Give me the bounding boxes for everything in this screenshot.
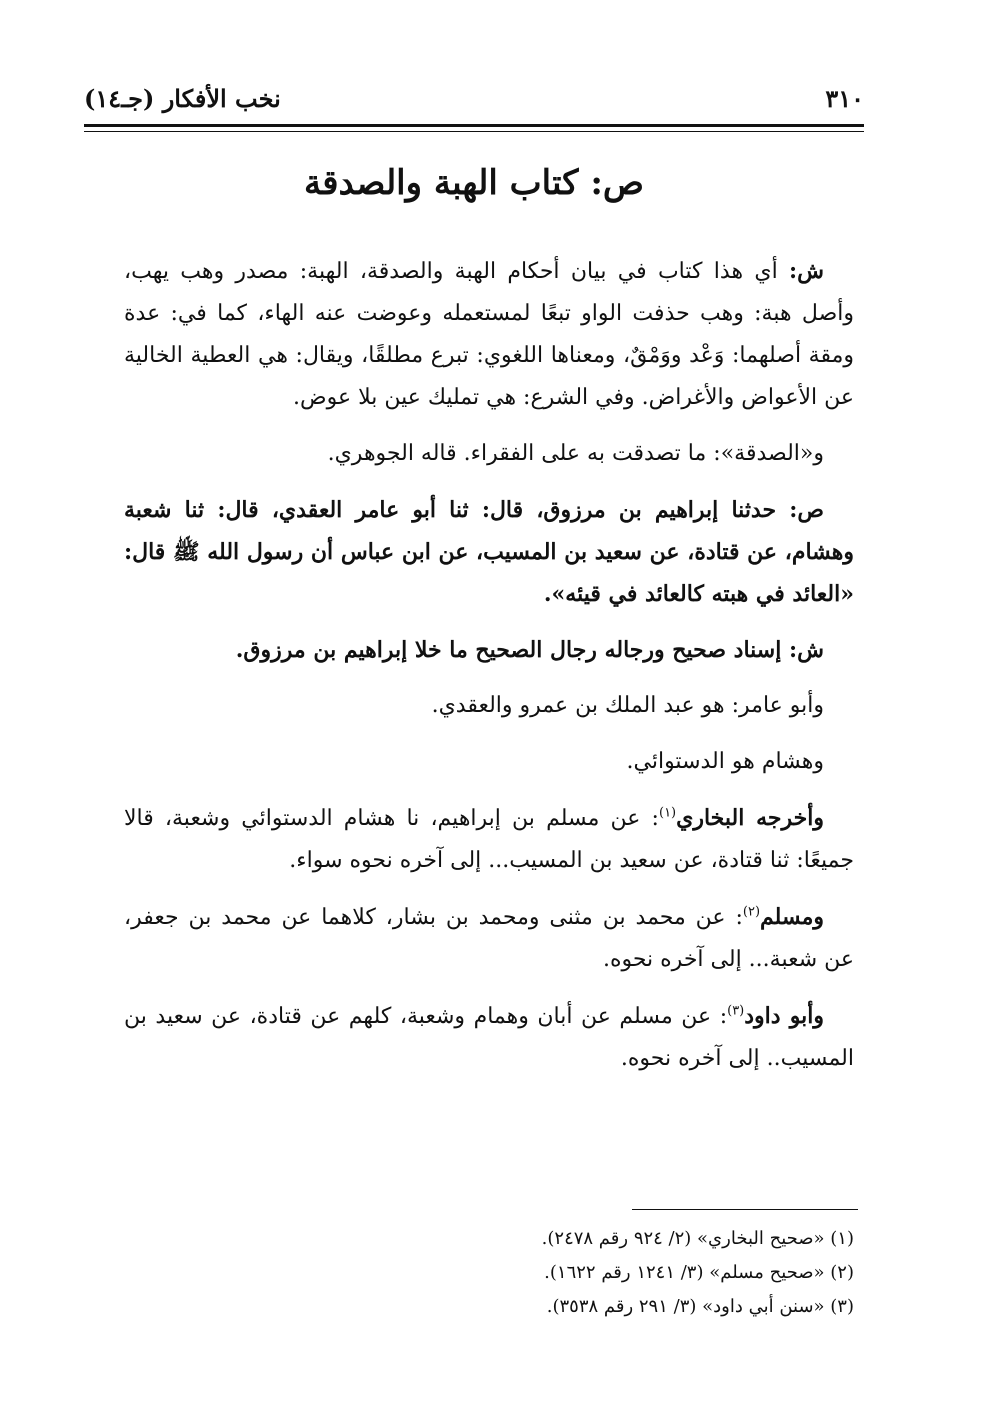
paragraph-abu-amir: وأبو عامر: هو عبد الملك بن عمرو والعقدي. <box>431 693 824 718</box>
paragraph-text: أي هذا كتاب في بيان أحكام الهبة والصدقة، الهبة: مصدر وهب يهب، وأصل هبة: وهب حذفت الواو تبعًا لمستعمله وعوضت عنه الهاء، كما في: عدة ومقة أصلهما: وَعْد ووَمْقٌ، ومعناها اللغوي: تبرع مطلقًا، ويقال: هي العطية الخالية عن الأعواض والأغراض. وفي الشرع: هي تمليك عين بلا عوض. <box>124 259 854 410</box>
hadith-text: حدثنا إبراهيم بن مرزوق، قال: ثنا أبو عامر العقدي، قال: ثنا شعبة وهشام، عن قتادة، عن سعيد بن المسيب، عن ابن عباس أن رسول الله ﷺ قال: «العائد في هبته كالعائد في قيئه». <box>124 497 854 607</box>
paragraph-muslim <box>124 896 854 981</box>
paragraph-sadaqa-definition: و«الصدقة»: ما تصدقت به على الفقراء. قاله الجوهري. <box>327 441 824 466</box>
paragraph-text: : عن مسلم بن إبراهيم، نا هشام الدستوائي وشعبة، قالا جميعًا: ثنا قتادة، عن سعيد بن المسيب... إلى آخره نحوه سواء. <box>124 806 854 873</box>
footnote-1: (١) «صحيح البخاري» (٢/ ٩٢٤ رقم ٢٤٧٨). <box>541 1228 854 1249</box>
header-rule-thin <box>84 131 864 132</box>
text-marker: ص: <box>789 497 824 523</box>
paragraph-commentary-2 <box>124 629 854 671</box>
chapter-title: ص: كتاب الهبة والصدقة <box>304 163 644 203</box>
paragraph-commentary-1 <box>124 250 854 419</box>
footnote-ref-1[interactable]: (١) <box>658 805 677 821</box>
page-number: ٣١٠ <box>825 83 864 113</box>
footnote-separator <box>632 1209 858 1210</box>
paragraph-hadith <box>124 489 854 615</box>
running-header <box>84 78 864 118</box>
footnote-ref-2[interactable]: (٢) <box>742 904 761 920</box>
paragraph-text: إسناد صحيح ورجاله رجال الصحيح ما خلا إبراهيم بن مرزوق. <box>235 637 790 663</box>
footnote-ref-3[interactable]: (٣) <box>727 1003 745 1019</box>
footnote-3: (٣) «سنن أبي داود» (٣/ ٢٩١ رقم ٣٥٣٨). <box>546 1296 854 1317</box>
footnote-2: (٢) «صحيح مسلم» (٣/ ١٢٤١ رقم ١٦٢٢). <box>544 1262 854 1283</box>
source-label: وأبو داود <box>744 1003 825 1029</box>
source-label: وأخرجه البخاري <box>676 805 825 831</box>
paragraph-text: : عن محمد بن مثنى ومحمد بن بشار، كلاهما عن محمد بن جعفر، عن شعبة... إلى آخره نحوه. <box>124 905 854 972</box>
source-label: ومسلم <box>760 904 824 930</box>
paragraph-hisham: وهشام هو الدستوائي. <box>626 749 824 774</box>
commentary-marker: ش: <box>789 258 824 284</box>
footnotes <box>124 1222 854 1324</box>
header-rule-thick <box>84 124 864 127</box>
commentary-marker: ش: <box>789 637 824 663</box>
main-text <box>124 250 854 1080</box>
paragraph-abu-dawud <box>124 995 854 1080</box>
paragraph-text: : عن مسلم عن أبان وهمام وشعبة، كلهم عن قتادة، عن سعيد بن المسيب.. إلى آخره نحوه. <box>124 1004 854 1071</box>
paragraph-bukhari <box>124 797 854 882</box>
book-title: نخب الأفكار (جـ١٤) <box>84 83 281 113</box>
